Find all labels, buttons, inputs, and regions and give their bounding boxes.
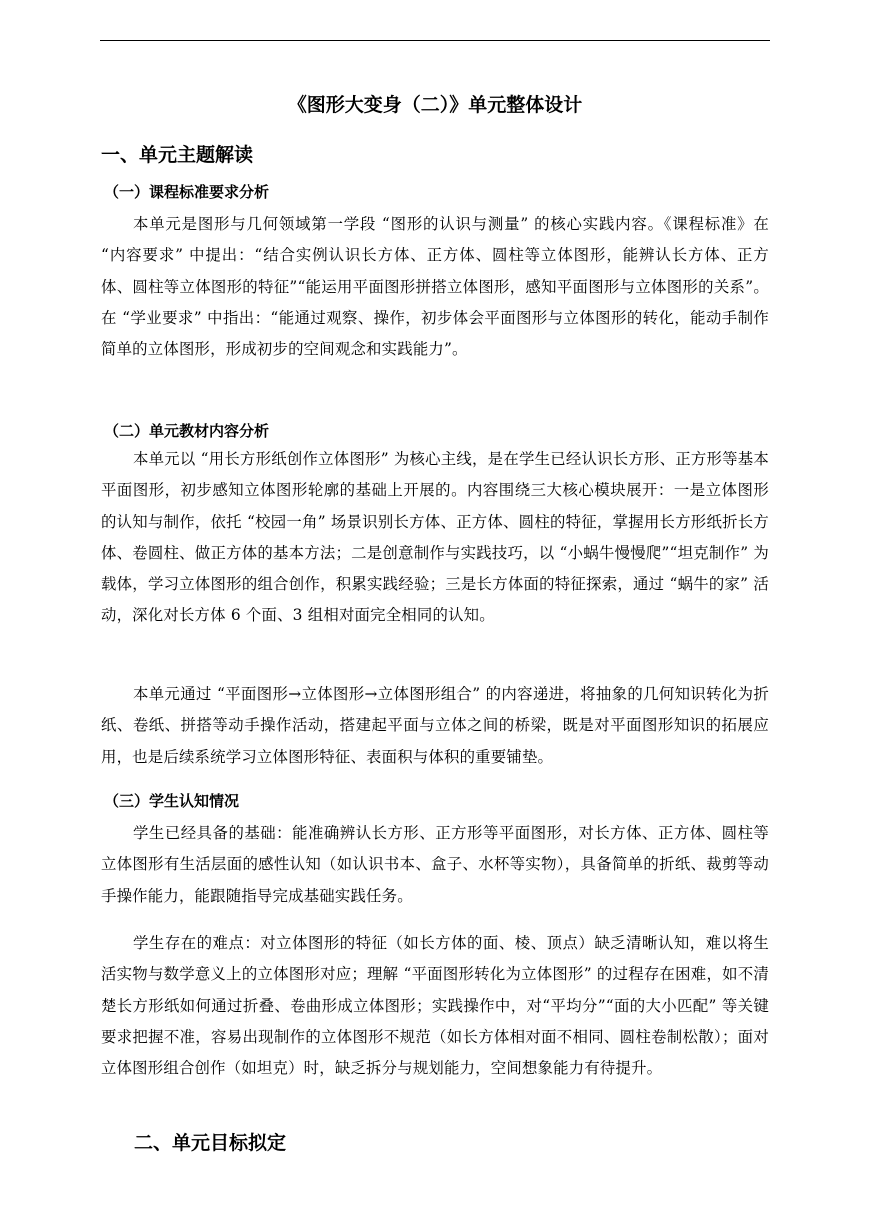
section-heading-unit-theme: 一、单元主题解读	[101, 144, 254, 166]
section-heading-unit-objectives: 二、单元目标拟定	[134, 1132, 287, 1154]
paragraph-student-foundation: 学生已经具备的基础：能准确辨认长方形、正方形等平面图形，对长方体、正方体、圆柱等立体图形有生活层面的感性认知（如认识书本、盒子、水杯等实物），具备简单的折纸、裁剪等动手操作能力，能跟随指导完成基础实践任务。	[101, 824, 769, 905]
paragraph-textbook-content-2: 本单元通过 “平面图形→立体图形→立体图形组合” 的内容递进，将抽象的几何知识转化为折纸、卷纸、拼搭等动手操作活动，搭建起平面与立体之间的桥梁，既是对平面图形知识的拓展应用，也是后续系统学习立体图形特征、表面积与体积的重要铺垫。	[101, 685, 769, 766]
document-title: 《图形大变身（二）》单元整体设计	[287, 94, 583, 116]
paragraph-student-difficulties: 学生存在的难点：对立体图形的特征（如长方体的面、棱、顶点）缺乏清晰认知，难以将生活实物与数学意义上的立体图形对应；理解 “平面图形转化为立体图形” 的过程存在困难，如不清楚长方形纸如何通过折叠、卷曲形成立体图形；实践操作中，对“平均分”“面的大小匹配” 等关键要求把握不准，容易出现制作的立体图形不规范（如长方体相对面不相同、圆柱卷制松散）；面对立体图形组合创作（如坦克）时，缺乏拆分与规划能力，空间想象能力有待提升。	[101, 934, 769, 1078]
subsection-heading-textbook-content: （二）单元教材内容分析	[104, 422, 270, 440]
subsection-heading-curriculum-standard: （一）课程标准要求分析	[104, 183, 270, 201]
paragraph-curriculum-standard: 本单元是图形与几何领域第一学段 “图形的认识与测量” 的核心实践内容。《课程标准》在 “内容要求” 中提出：“结合实例认识长方体、正方体、圆柱等立体图形，能辨认长方体、正方体、圆柱等立体图形的特征”“能运用平面图形拼搭立体图形，感知平面图形与立体图形的关系”。在 “学业要求” 中指出：“能通过观察、操作，初步体会平面图形与立体图形的转化，能动手制作简单的立体图形，形成初步的空间观念和实践能力”。	[101, 215, 769, 359]
header-rule	[100, 40, 770, 41]
subsection-heading-student-cognition: （三）学生认知情况	[104, 792, 240, 810]
paragraph-textbook-content-1: 本单元以 “用长方形纸创作立体图形” 为核心主线，是在学生已经认识长方形、正方形等基本平面图形，初步感知立体图形轮廓的基础上开展的。内容围绕三大核心模块展开：一是立体图形的认知与制作，依托 “校园一角” 场景识别长方体、正方体、圆柱的特征，掌握用长方形纸折长方体、卷圆柱、做正方体的基本方法；二是创意制作与实践技巧，以 “小蜗牛慢慢爬”“坦克制作” 为载体，学习立体图形的组合创作，积累实践经验；三是长方体面的特征探索，通过 “蜗牛的家” 活动，深化对长方体 6 个面、3 组相对面完全相同的认知。	[101, 450, 769, 625]
